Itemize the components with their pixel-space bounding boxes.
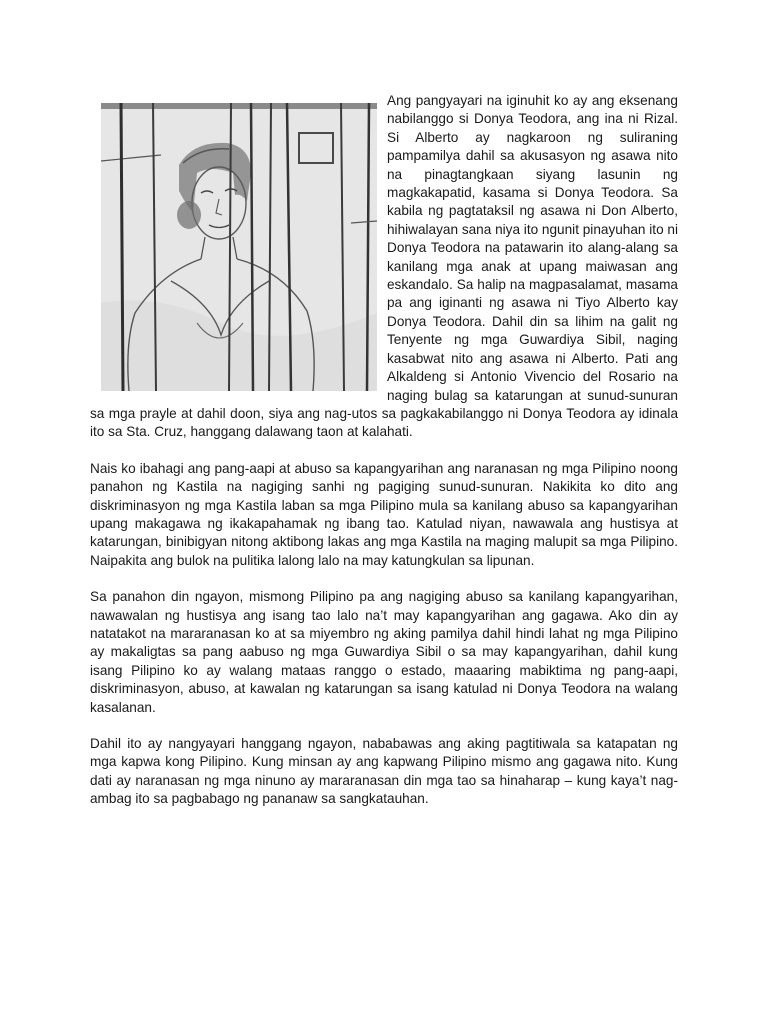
paragraph-2: Nais ko ibahagi ang pang-aapi at abuso sa kapangyarihan ang naranasan ng mga Pilipino noong panahon ng Kastila na nagiging sanhi ng pagiging sunud-sunuran. Nakikita ko dito ang diskriminasyon ng mga Kastila laban sa mga Pilipino mula sa kanilang abuso sa kapangyarihan upang makagawa ng ikakapahamak ng ibang tao. Katulad niyan, nawawala ang hustisya at katarungan, binibigyan nitong aktibong lakas ang mga Kastila na maging malupit sa mga Pilipino. Naipakita ang bulok na pulitika lalong lalo na may katungkulan sa lipunan. xyxy=(90,460,678,568)
paragraph-1: Ang pangyayari na iginuhit ko ay ang eksenang nabilanggo si Donya Teodora, ang ina ni Rizal. Si Alberto ay nagkaroon ng suliraning pampamilya dahil sa akusasyon ng asawa nito na pinagtangkaan siyang lasunin ng magkakapatid, kasama si Donya Teodora. Sa kabila ng pagtataksil ng asawa ni Don Alberto, hihiwalayan sana niya ito ngunit pinayuhan ito ni Donya Teodora na patawarin ito alang-alang sa kanilang mga anak at upang maiwasan ang eskandalo. Sa halip na magpasalamat, masama pa ang iginanti ng asawa ni Tiyo Alberto kay Donya Teodora. Dahil din sa lihim na galit ng Tenyente ng mga Guwardiya Sibil, naging kasabwat nito ang asawa ni Alberto. Pati ang Alkaldeng si Antonio Vivencio del Rosario na naging bulag sa katarungan at sunud-sunuran sa mga prayle at dahil doon, siya ang nag-utos sa pagkakabilanggo ni Donya Teodora ay idinala ito sa Sta. Cruz, hanggang dalawang taon at kalahati. xyxy=(90,93,678,440)
paragraph-4: Dahil ito ay nangyayari hanggang ngayon, nababawas ang aking pagtitiwala sa katapatan ng mga kapwa kong Pilipino. Kung minsan ay ang kapwang Pilipino mismo ang gagawa nito. Kung dati ay naranasan ng mga ninuno ay mararanasan din mga tao sa hinaharap – kung kaya’t nag-ambag ito sa pagbabago ng pananaw sa sangkatauhan. xyxy=(90,736,678,807)
paragraph-3: Sa panahon din ngayon, mismong Pilipino pa ang nagiging abuso sa kanilang kapangyarihan, nawawalan ng hustisya ang isang tao lalo na’t may kapangyarihan ang gagawa. Ako din ay natatakot na mararanasan ko at sa miyembro ng aking pamilya dahil hindi lahat ng mga Pilipino ay makaligtas sa pang aabuso ng mga Guwardiya Sibil o sa may kapangyarihan, dahil kung isang Pilipino ko ay walang mataas ranggo o estado, maaaring mabiktima ng pang-aapi, diskriminasyon, abuso, at kawalan ng katarungan sa isang katulad ni Donya Teodora na walang kasalanan. xyxy=(90,589,678,715)
pencil-sketch-icon xyxy=(101,103,377,391)
sketch-image xyxy=(101,103,377,391)
document-body xyxy=(90,92,678,827)
